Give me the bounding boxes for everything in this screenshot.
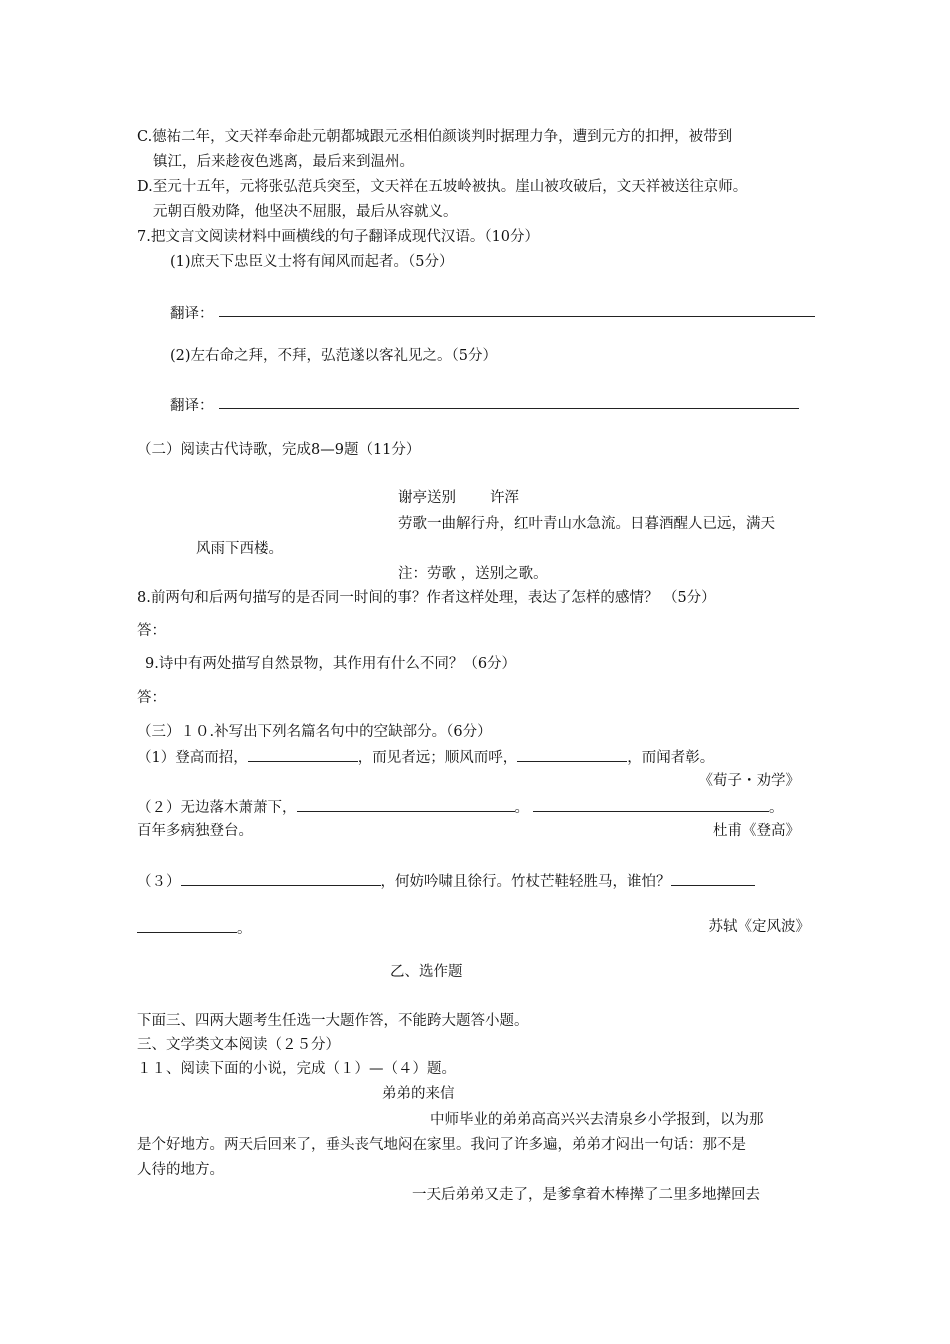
fill-1-text-a: （1）登高而招， bbox=[137, 750, 248, 766]
fill-line-3 bbox=[137, 870, 755, 892]
section-3-literary-heading: 三、文学类文本阅读（２５分） bbox=[137, 1037, 340, 1053]
fill-2-blank-1[interactable] bbox=[297, 796, 515, 812]
section-3-heading: （三）１０.补写出下列名篇名句中的空缺部分。（6分） bbox=[137, 724, 492, 740]
fill-3-text-a: （３） bbox=[137, 874, 181, 890]
option-c-line1: C.德祐二年，文天祥奉命赴元朝都城跟元丞相伯颜谈判时据理力争，遭到元方的扣押，被带到 bbox=[137, 129, 733, 145]
poem-author: 许浑 bbox=[490, 490, 519, 506]
question-9: 9.诗中有两处描写自然景物，其作用有什么不同？（6分） bbox=[145, 656, 517, 672]
poem-line-2: 风雨下西楼。 bbox=[196, 541, 283, 557]
fill-3-blank-1[interactable] bbox=[181, 870, 381, 886]
question-7-prompt: 7.把文言文阅读材料中画横线的句子翻译成现代汉语。（10分） bbox=[137, 229, 540, 245]
source-2: 杜甫《登高》 bbox=[713, 823, 800, 839]
fill-2-blank-2[interactable] bbox=[533, 796, 769, 812]
fill-line-2-cont: 百年多病独登台。 bbox=[137, 823, 253, 839]
story-para-1-line-1: 中师毕业的弟弟高高兴兴去清泉乡小学报到，以为那 bbox=[430, 1112, 764, 1128]
translation-2-answer-line[interactable] bbox=[219, 408, 799, 409]
fill-2-text-b: 。 bbox=[514, 800, 529, 816]
question-7-sentence-2: (2)左右命之拜，不拜，弘范遂以客礼见之。（5分） bbox=[170, 348, 498, 364]
fill-3-text-b: ，何妨吟啸且徐行。竹杖芒鞋轻胜马，谁怕？ bbox=[380, 874, 671, 890]
fill-1-text-b: ，而见者远；顺风而呼， bbox=[357, 750, 518, 766]
fill-1-text-c: ，而闻者彰。 bbox=[627, 750, 715, 766]
fill-line-2 bbox=[137, 796, 784, 818]
option-d-line1: D.至元十五年，元将张弘范兵突至，文天祥在五坡岭被执。崖山被攻破后，文天祥被送往京师。 bbox=[137, 179, 748, 195]
source-1: 《荀子・劝学》 bbox=[698, 773, 800, 789]
story-para-1-line-2: 是个好地方。两天后回来了，垂头丧气地闷在家里。我问了许多遍，弟弟才闷出一句话：那不是 bbox=[137, 1137, 746, 1153]
fill-line-3-cont bbox=[137, 917, 252, 939]
translation-1-label: 翻译： bbox=[170, 306, 214, 322]
fill-1-blank-1[interactable] bbox=[248, 746, 358, 762]
poem-title: 谢亭送别 bbox=[398, 490, 456, 506]
fill-3-blank-2-cont[interactable] bbox=[137, 917, 237, 933]
fill-2-text-c: 。 bbox=[769, 800, 784, 816]
translation-2-label: 翻译： bbox=[170, 398, 214, 414]
optional-instruction: 下面三、四两大题考生任选一大题作答，不能跨大题答小题。 bbox=[137, 1013, 529, 1029]
question-7-sentence-1: (1)庶天下忠臣义士将有闻风而起者。（5分） bbox=[170, 254, 454, 270]
option-d-line2: 元朝百般劝降，他坚决不屈服，最后从容就义。 bbox=[153, 204, 458, 220]
optional-heading: 乙、选作题 bbox=[390, 964, 463, 980]
question-11: １１、阅读下面的小说，完成（１）—（４）题。 bbox=[137, 1061, 456, 1077]
poem-line-1: 劳歌一曲解行舟，红叶青山水急流。日暮酒醒人已远，满天 bbox=[398, 516, 775, 532]
story-para-2-line-1: 一天后弟弟又走了，是爹拿着木棒撵了二里多地撵回去 bbox=[412, 1187, 760, 1203]
translation-1-answer-line[interactable] bbox=[219, 316, 815, 317]
option-c-line2: 镇江，后来趁夜色逃离，最后来到温州。 bbox=[153, 154, 414, 170]
answer-9-label: 答： bbox=[137, 690, 166, 706]
story-title: 弟弟的来信 bbox=[382, 1086, 455, 1102]
answer-8-label: 答： bbox=[137, 623, 166, 639]
section-2-heading: （二）阅读古代诗歌，完成8—9题（11分） bbox=[137, 442, 421, 458]
fill-2-text-a: （２）无边落木萧萧下， bbox=[137, 800, 297, 816]
source-3: 苏轼《定风波》 bbox=[708, 919, 810, 935]
question-8: 8.前两句和后两句描写的是否同一时间的事？作者这样处理，表达了怎样的感情？ （5分） bbox=[137, 590, 716, 606]
fill-1-blank-2[interactable] bbox=[517, 746, 627, 762]
poem-note: 注：劳歌 ，送别之歌。 bbox=[398, 566, 548, 582]
fill-line-1 bbox=[137, 746, 714, 768]
story-para-1-line-3: 人待的地方。 bbox=[137, 1162, 224, 1178]
fill-3-blank-2[interactable] bbox=[671, 870, 755, 886]
fill-3-text-c: 。 bbox=[237, 921, 252, 937]
